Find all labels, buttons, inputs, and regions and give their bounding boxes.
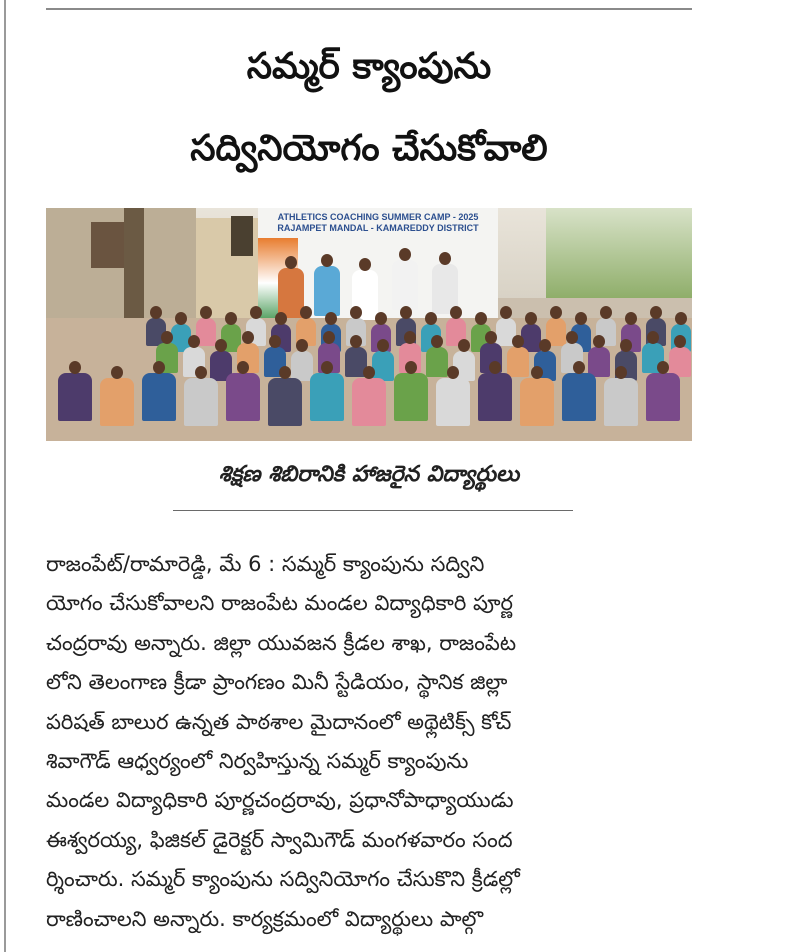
student-head [215, 339, 227, 352]
student-head [400, 306, 412, 319]
student-head [566, 331, 578, 344]
student-head [439, 252, 451, 265]
student-head [350, 306, 362, 319]
student-figure [588, 347, 610, 377]
headline-line-2: సద్వినియోగం చేసుకోవాలి [190, 128, 548, 169]
student-head [657, 361, 669, 374]
student-head [69, 361, 81, 374]
student-figure [58, 373, 92, 421]
student-figure [100, 378, 134, 426]
student-head [188, 335, 200, 348]
caption-divider [173, 510, 573, 511]
student-head [573, 361, 585, 374]
photo-caption: శిక్షణ శిబిరానికి హాజరైన విద్యార్థులు [218, 462, 520, 487]
banner-line-1: ATHLETICS COACHING SUMMER CAMP - 2025 [277, 212, 479, 222]
student-figure [604, 378, 638, 426]
student-head [350, 335, 362, 348]
student-head [377, 339, 389, 352]
article-body [46, 545, 692, 939]
student-head [275, 312, 287, 325]
student-head [250, 306, 262, 319]
student-head [279, 366, 291, 379]
student-head [323, 331, 335, 344]
student-head [674, 335, 686, 348]
student-head [242, 331, 254, 344]
student-head [359, 258, 371, 271]
headline-line-1: సమ్మర్ క్యాంపును [246, 46, 492, 87]
body-line: పరిషత్ బాలుర ఉన్నత పాఠశాల మైదానంలో అథ్లెటిక్స్ కోచ్ [46, 709, 512, 734]
student-head [200, 306, 212, 319]
student-figure [507, 347, 529, 377]
student-head [399, 248, 411, 261]
student-figure [291, 351, 313, 381]
student-figure [372, 351, 394, 381]
student-figure [646, 373, 680, 421]
student-head [550, 306, 562, 319]
student-head [237, 361, 249, 374]
student-figure [268, 378, 302, 426]
body-line: చంద్రరావు అన్నారు. జిల్లా యువజన క్రీడల శాఖ, రాజంపేట [46, 630, 517, 655]
student-figure [184, 378, 218, 426]
student-figure [352, 378, 386, 426]
student-head [489, 361, 501, 374]
student-head [539, 339, 551, 352]
student-head [531, 366, 543, 379]
student-head [485, 331, 497, 344]
student-figure [478, 373, 512, 421]
student-head [512, 335, 524, 348]
student-head [404, 331, 416, 344]
student-head [447, 366, 459, 379]
student-head [300, 306, 312, 319]
article-photo [46, 208, 692, 441]
student-figure [562, 373, 596, 421]
student-figure [226, 373, 260, 421]
student-head [111, 366, 123, 379]
top-divider [46, 8, 692, 10]
body-line: ర్శించారు. సమ్మర్ క్యాంపును సద్వినియోగం చేసుకొని క్రీడల్లో [46, 867, 520, 892]
student-head [321, 361, 333, 374]
student-head [375, 312, 387, 325]
student-head [593, 335, 605, 348]
student-head [500, 306, 512, 319]
student-head [458, 339, 470, 352]
student-figure [392, 260, 418, 310]
student-head [363, 366, 375, 379]
student-head [150, 306, 162, 319]
student-head [225, 312, 237, 325]
student-head [325, 312, 337, 325]
body-line: మండల విద్యాధికారి పూర్ణచంద్రరావు, ప్రధానోపాధ్యాయుడు [46, 788, 514, 813]
student-figure [142, 373, 176, 421]
student-head [321, 254, 333, 267]
student-head [600, 306, 612, 319]
student-head [431, 335, 443, 348]
banner-line-2: RAJAMPET MANDAL - KAMAREDDY DISTRICT [277, 223, 479, 233]
student-figure [520, 378, 554, 426]
body-line: యోగం చేసుకోవాలని రాజంపేట మండల విద్యాధికారి పూర్ణ [46, 591, 513, 616]
student-head [575, 312, 587, 325]
student-head [525, 312, 537, 325]
student-head [425, 312, 437, 325]
body-line: ఈశ్వరయ్య, ఫిజికల్ డైరెక్టర్ స్వామిగౌడ్ మంగళవారం సంద [46, 827, 513, 852]
student-head [269, 335, 281, 348]
body-line: లోని తెలంగాణ క్రీడా ప్రాంగణం మినీ స్టేడియం, స్థానిక జిల్లా [46, 670, 508, 695]
student-head [161, 331, 173, 344]
student-head [620, 339, 632, 352]
student-figure [426, 347, 448, 377]
student-head [647, 331, 659, 344]
student-head [475, 312, 487, 325]
student-head [195, 366, 207, 379]
student-figure [314, 266, 340, 316]
student-head [625, 312, 637, 325]
student-head [175, 312, 187, 325]
student-figure [310, 373, 344, 421]
student-head [650, 306, 662, 319]
student-head [405, 361, 417, 374]
student-head [615, 366, 627, 379]
body-line: రాజంపేట్/రామారెడ్డి, మే 6 : సమ్మర్ క్యాంపును సద్విని [46, 552, 485, 576]
student-figure [436, 378, 470, 426]
student-head [675, 312, 687, 325]
student-figure [394, 373, 428, 421]
student-head [285, 256, 297, 269]
page-left-border [4, 0, 6, 952]
student-head [450, 306, 462, 319]
body-line: రాణించాలని అన్నారు. కార్యక్రమంలో విద్యార్థులు పాల్గొ [46, 906, 484, 931]
body-line: శివాగౌడ్ ఆధ్వర్యంలో నిర్వహిస్తున్న సమ్మర్ క్యాంపును [46, 748, 469, 773]
student-head [153, 361, 165, 374]
student-head [296, 339, 308, 352]
